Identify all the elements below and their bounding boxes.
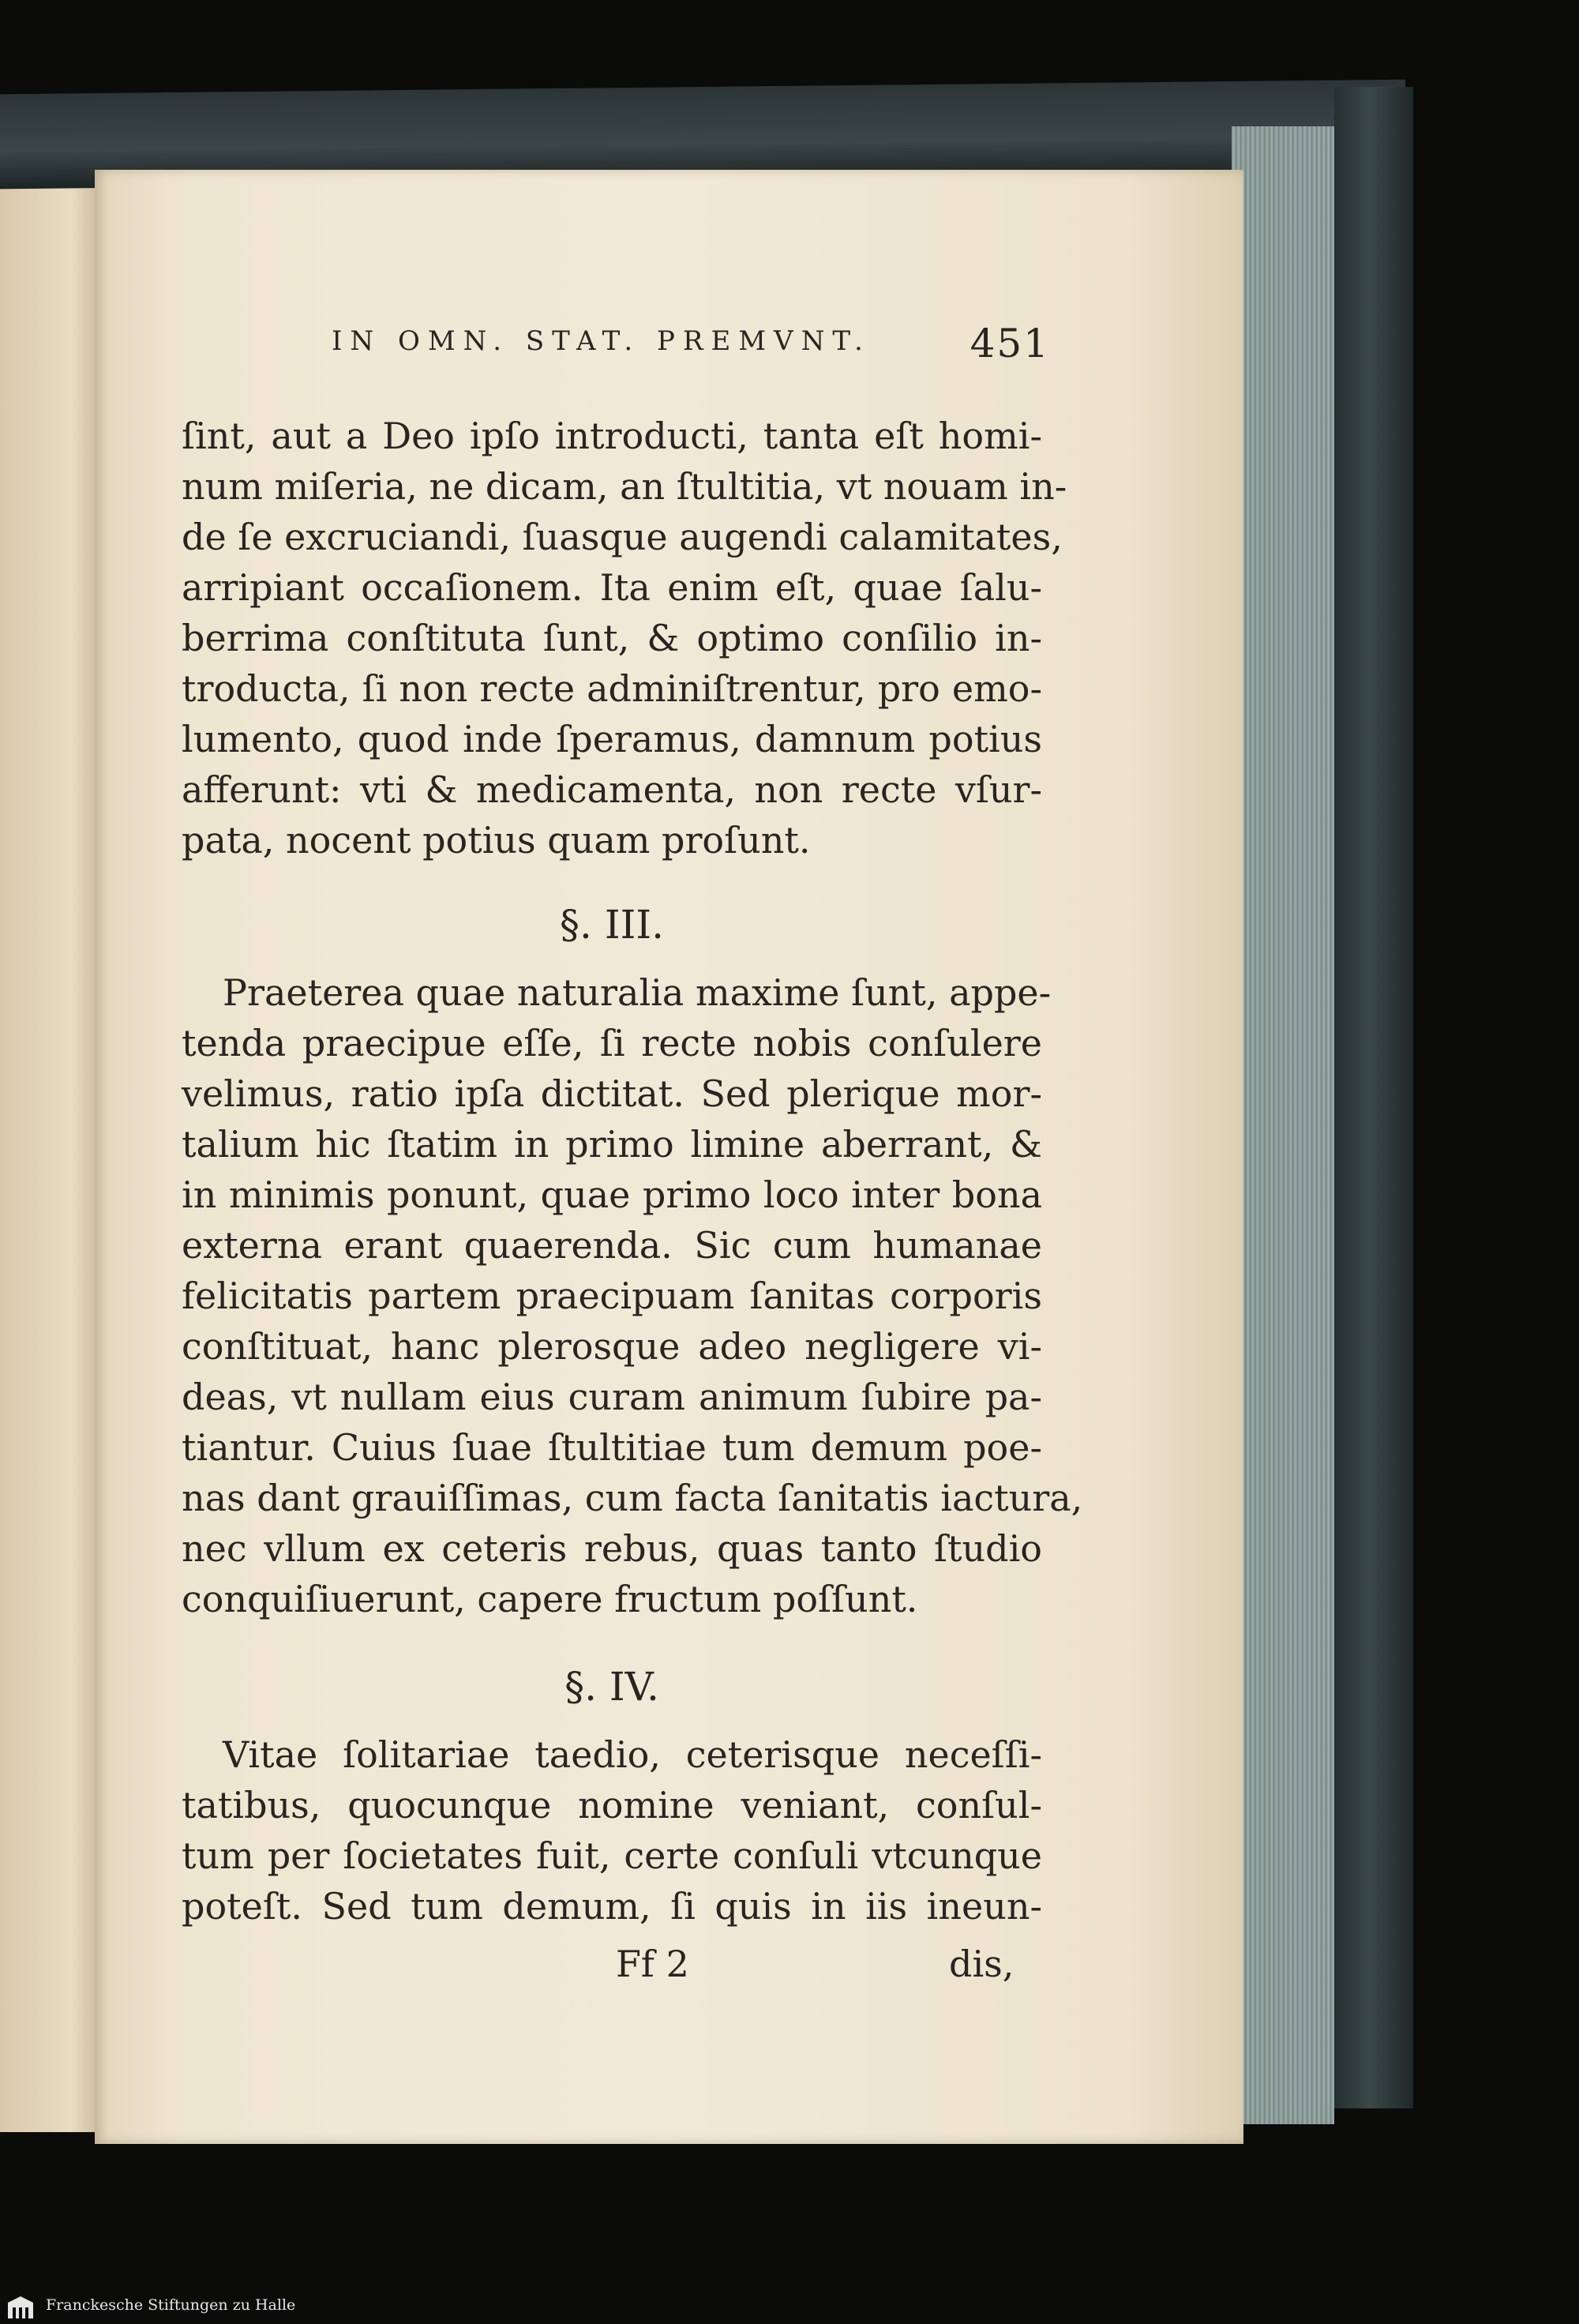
book-cover-right	[1334, 87, 1413, 2108]
text-line: externa erant quaerenda. Sic cum humanae	[182, 1224, 1042, 1267]
signature-mark: Ff 2	[616, 1943, 689, 1985]
text-line: tum per ſocietates fuit, certe conſuli vtcunque	[182, 1834, 1042, 1877]
text-line: velimus, ratio ipſa dictitat. Sed plerique mor-	[182, 1072, 1042, 1115]
institution-logo-icon	[6, 2295, 35, 2320]
text-line: conſtituat, hanc plerosque adeo negligere vi-	[182, 1325, 1042, 1368]
text-line: num miſeria, ne dicam, an ſtultitia, vt nouam in-	[182, 465, 1067, 508]
text-line: poteſt. Sed tum demum, ſi quis in iis ineun-	[182, 1885, 1042, 1928]
text-line: in minimis ponunt, quae primo loco inter bona	[182, 1173, 1042, 1216]
text-line: tatibus, quocunque nomine veniant, conſul-	[182, 1784, 1042, 1827]
text-line: deas, vt nullam eius curam animum ſubire pa-	[182, 1376, 1042, 1418]
text-line: berrima conſtituta ſunt, & optimo conſilio in-	[182, 617, 1042, 659]
running-head-title: IN OMN. STAT. PREMVNT.	[332, 325, 871, 357]
text-line: nas dant grauiſſimas, cum facta ſanitatis iactura,	[182, 1477, 1083, 1519]
provenance-label: Franckesche Stiftungen zu Halle	[46, 2296, 296, 2314]
section-heading: §. III.	[560, 902, 664, 948]
text-line: nec vllum ex ceteris rebus, quas tanto ſtudio	[182, 1527, 1042, 1570]
text-line: felicitatis partem praecipuam ſanitas corporis	[182, 1275, 1042, 1317]
text-line: talium hic ſtatim in primo limine aberrant, &	[182, 1123, 1042, 1166]
provenance-bar	[0, 2290, 1579, 2324]
page-number: 451	[970, 321, 1050, 366]
text-line: arripiant occaſionem. Ita enim eſt, quae ſalu-	[182, 566, 1042, 609]
catchword: dis,	[949, 1943, 1015, 1985]
page-block-edge	[1232, 126, 1334, 2124]
text-line: Praeterea quae naturalia maxime ſunt, appe-	[223, 971, 1052, 1014]
text-line: tenda praecipue eſſe, ſi recte nobis conſulere	[182, 1022, 1042, 1064]
running-head	[332, 321, 1050, 373]
text-line: tiantur. Cuius ſuae ſtultitiae tum demum poe-	[182, 1426, 1042, 1469]
facing-page-edge	[0, 162, 103, 2132]
text-line: ſint, aut a Deo ipſo introducti, tanta eſt homi-	[182, 415, 1042, 457]
text-line: lumento, quod inde ſperamus, damnum potius	[182, 718, 1042, 760]
section-heading: §. IV.	[564, 1664, 659, 1710]
text-line: pata, nocent potius quam proſunt.	[182, 819, 811, 862]
text-line: troducta, ſi non recte adminiſtrentur, pro emo-	[182, 667, 1042, 710]
text-line: conquiſiuerunt, capere fructum poſſunt.	[182, 1578, 918, 1620]
text-line: de ſe excruciandi, ſuasque augendi calamitates,	[182, 516, 1063, 558]
text-line: afferunt: vti & medicamenta, non recte vſur-	[182, 768, 1042, 811]
text-line: Vitae ſolitariae taedio, ceterisque neceſſi-	[223, 1733, 1042, 1776]
